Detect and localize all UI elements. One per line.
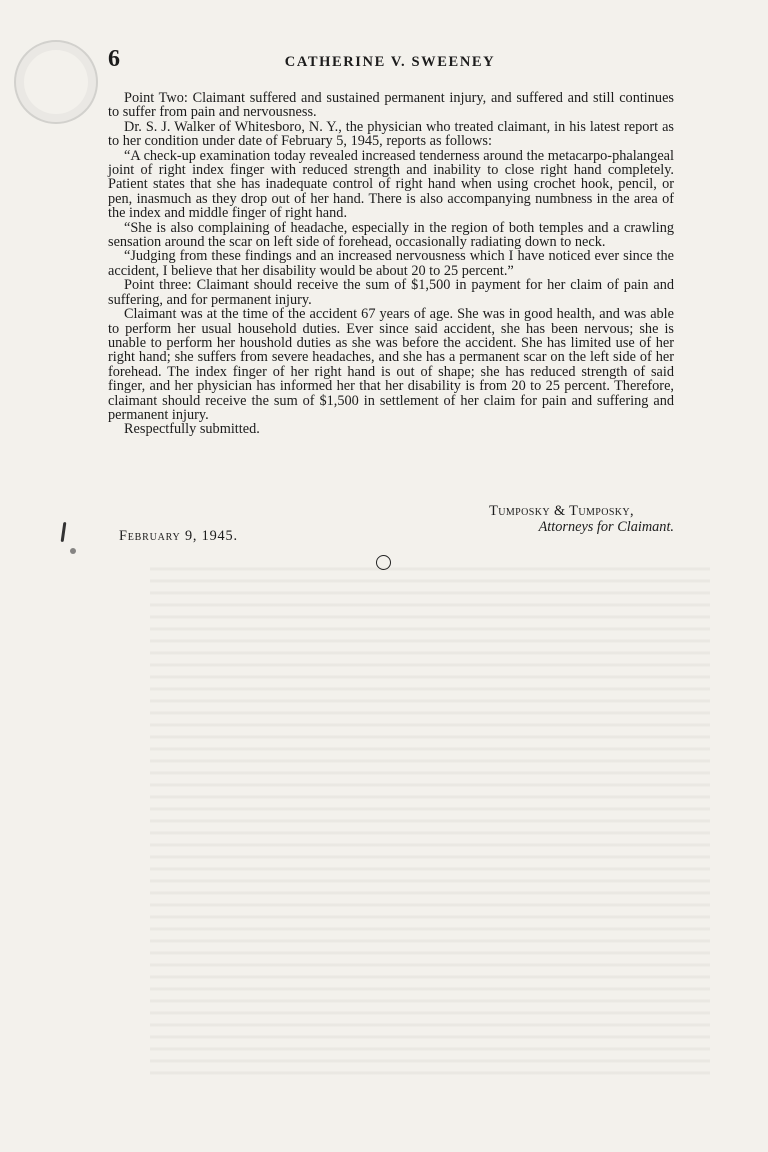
paragraph-point-three: Point three: Claimant should receive the sum of $1,500 in payment for her claim of pain and suffering, and for permanent injury. — [108, 277, 674, 308]
circle-ornament-icon — [376, 555, 391, 570]
signature-firm: Tumposky & Tumposky, — [489, 503, 634, 519]
library-stamp — [14, 40, 98, 124]
body-text — [108, 91, 674, 437]
paragraph-quote-disability: “Judging from these findings and an increased nervousness which I have noticed ever since the accident, I believe that her disability would be about 20 to 25 percent.” — [108, 248, 674, 279]
paragraph-point-two: Point Two: Claimant suffered and sustained permanent injury, and suffered and still continues to suffer from pain and nervousness. — [108, 90, 674, 121]
signature-block — [380, 503, 674, 535]
paragraph-quote-headache: “She is also complaining of headache, especially in the region of both temples and a crawling sensation around the scar on left side of forehead, occasionally radiating down to neck. — [108, 219, 674, 251]
paragraph-quote-examination: “A check-up examination today revealed increased tenderness around the metacarpo-phalangeal joint of right index finger with reduced strength and inability to close right hand completely. Patient states that she has inadequate control of right hand when using crochet hook, pencil, or pen, inasmuch as they drop out of her hand. There is also accompanying numbness in the area of the index and middle finger of right hand. — [108, 147, 674, 222]
paragraph-closing: Respectfully submitted. — [124, 421, 260, 438]
reverse-side-bleed-through — [150, 560, 710, 1080]
page-number: 6 — [108, 46, 120, 72]
paragraph-claimant-details: Claimant was at the time of the accident 67 years of age. She was in good health, and was able to perform her usual household duties. Ever since said accident, she has been nervous; she is unable to perform her houshold duties as she was before the accident. She has limited use of her right hand; she suffers from severe headaches, and she has a permanent scar on the left side of her forehead. The index finger of her right hand is out of shape; she has reduced strength of said finger, and her physician has informed her that her disability is from 20 to 25 percent. Therefore, claimant should receive the sum of $1,500 in settlement of her claim for pain and suffering and permanent injury. — [108, 306, 674, 423]
running-head: CATHERINE V. SWEENEY — [284, 54, 496, 70]
signature-role: Attorneys for Claimant. — [538, 519, 674, 535]
document-date: February 9, 1945. — [119, 528, 238, 544]
margin-smudge — [70, 548, 76, 554]
margin-pencil-mark — [61, 522, 67, 542]
paragraph-physician-intro: Dr. S. J. Walker of Whitesboro, N. Y., the physician who treated claimant, in his latest report as to her condition under date of February 5, 1945, reports as follows: — [108, 118, 674, 150]
